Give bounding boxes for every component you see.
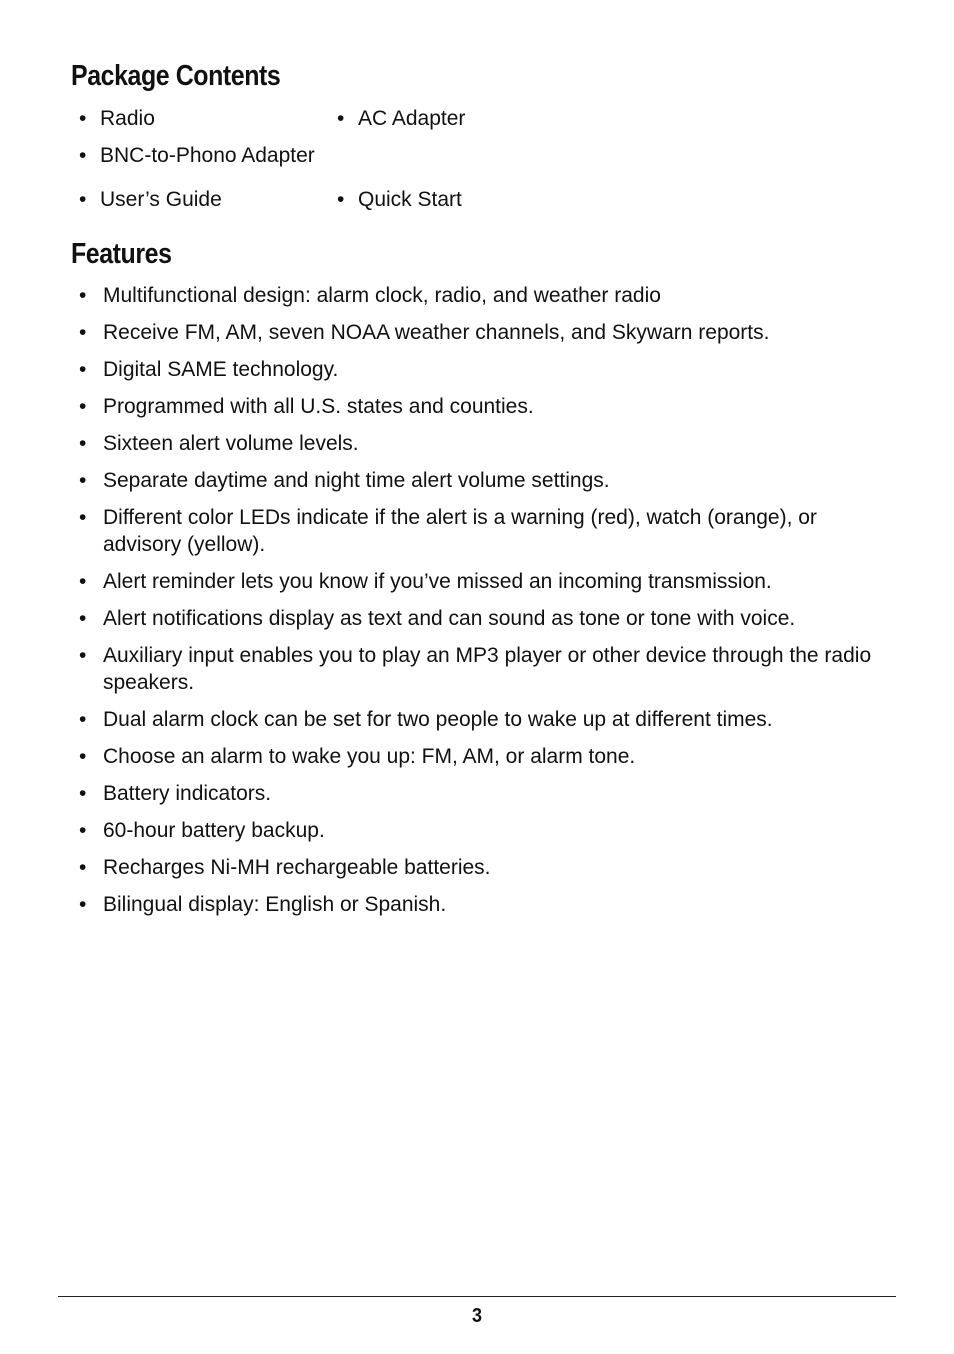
bullet-icon: • (79, 745, 87, 768)
feature-item (0, 430, 954, 457)
bullet-icon: • (79, 432, 87, 455)
package-item-ac-adapter (337, 105, 465, 132)
feature-item (0, 817, 954, 844)
feature-item (0, 891, 954, 918)
bullet-icon: • (337, 107, 345, 130)
bullet-icon: • (79, 506, 87, 529)
bullet-icon: • (79, 395, 87, 418)
bullet-icon: • (79, 144, 87, 167)
bullet-icon: • (79, 644, 87, 667)
bullet-icon: • (79, 321, 87, 344)
feature-item (0, 356, 954, 383)
feature-text: Separate daytime and night time alert volume settings. (103, 469, 610, 492)
package-item-quick-start (337, 186, 462, 213)
feature-text: Multifunctional design: alarm clock, radio, and weather radio (103, 284, 661, 307)
feature-text: Auxiliary input enables you to play an MP3 player or other device through the radio speakers. (103, 644, 872, 694)
feature-text: Programmed with all U.S. states and counties. (103, 395, 534, 418)
feature-item (0, 743, 954, 770)
feature-text: Different color LEDs indicate if the alert is a warning (red), watch (orange), or advisory (yellow). (103, 506, 817, 556)
package-item-label: AC Adapter (358, 107, 466, 130)
package-item-label: Quick Start (358, 188, 462, 211)
feature-text: Bilingual display: English or Spanish. (103, 893, 447, 916)
feature-text: Alert notifications display as text and can sound as tone or tone with voice. (103, 607, 796, 630)
features-list (0, 282, 954, 928)
bullet-icon: • (79, 107, 87, 130)
feature-item (0, 780, 954, 807)
bullet-icon: • (79, 188, 87, 211)
features-heading: Features (71, 238, 172, 270)
package-item-radio (79, 105, 155, 132)
feature-item (0, 568, 954, 595)
bullet-icon: • (79, 819, 87, 842)
feature-text: Choose an alarm to wake you up: FM, AM, or alarm tone. (103, 745, 636, 768)
bullet-icon: • (79, 469, 87, 492)
feature-text: Sixteen alert volume levels. (103, 432, 359, 455)
feature-text: Alert reminder lets you know if you’ve missed an incoming transmission. (103, 570, 772, 593)
package-item-label: BNC-to-Phono Adapter (100, 144, 315, 167)
feature-text: 60-hour battery backup. (103, 819, 325, 842)
bullet-icon: • (79, 708, 87, 731)
feature-item (0, 642, 954, 696)
bullet-icon: • (79, 358, 87, 381)
feature-item (0, 706, 954, 733)
feature-item (0, 854, 954, 881)
package-item-bnc-adapter (79, 142, 315, 169)
bullet-icon: • (337, 188, 345, 211)
bullet-icon: • (79, 284, 87, 307)
feature-text: Digital SAME technology. (103, 358, 339, 381)
page-number: 3 (471, 1305, 483, 1327)
bullet-icon: • (79, 570, 87, 593)
package-item-label: Radio (100, 107, 155, 130)
bullet-icon: • (79, 782, 87, 805)
feature-item (0, 605, 954, 632)
feature-item (0, 282, 954, 309)
feature-item (0, 467, 954, 494)
footer-divider (58, 1296, 896, 1297)
feature-item (0, 504, 954, 558)
feature-item (0, 319, 954, 346)
feature-text: Dual alarm clock can be set for two people to wake up at different times. (103, 708, 773, 731)
feature-item (0, 393, 954, 420)
bullet-icon: • (79, 893, 87, 916)
bullet-icon: • (79, 856, 87, 879)
package-item-users-guide (79, 186, 222, 213)
bullet-icon: • (79, 607, 87, 630)
package-item-label: User’s Guide (100, 188, 222, 211)
feature-text: Receive FM, AM, seven NOAA weather channels, and Skywarn reports. (103, 321, 770, 344)
feature-text: Battery indicators. (103, 782, 272, 805)
package-contents-heading: Package Contents (71, 60, 281, 92)
feature-text: Recharges Ni-MH rechargeable batteries. (103, 856, 491, 879)
